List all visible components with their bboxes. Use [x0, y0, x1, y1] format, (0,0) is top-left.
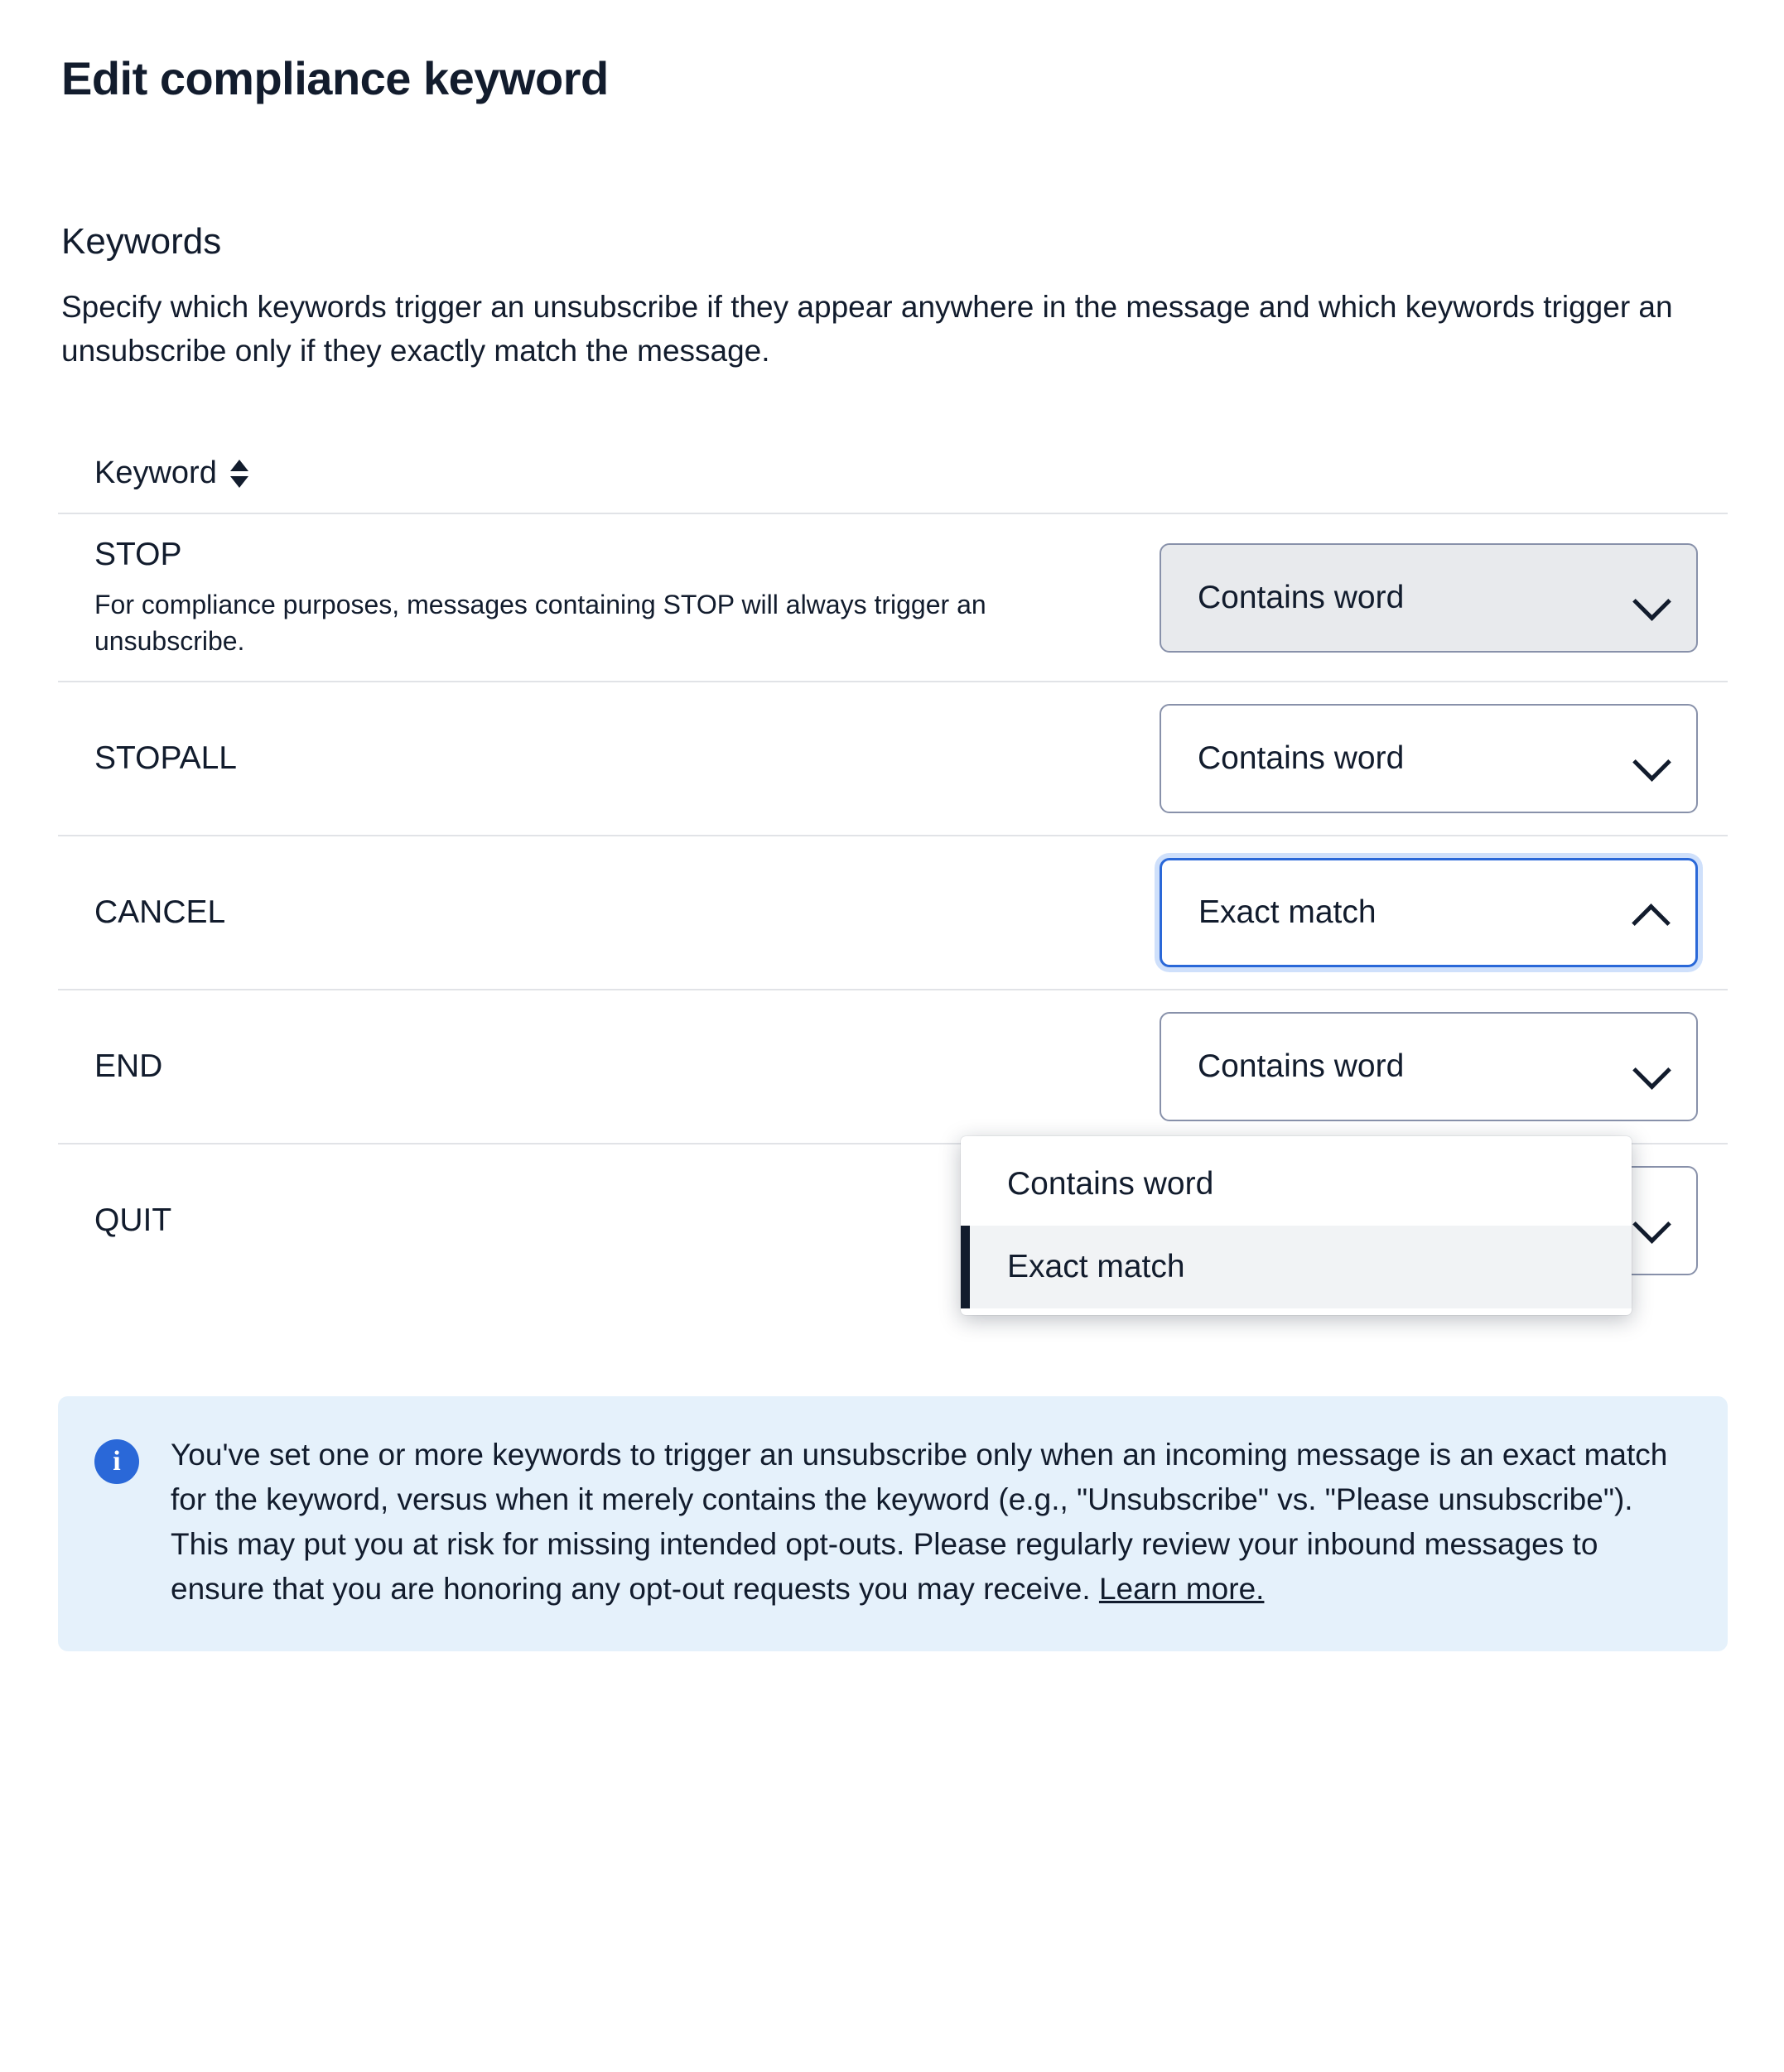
keyword-cell [94, 894, 225, 932]
match-type-select-end[interactable] [1160, 1012, 1698, 1121]
match-type-select-stopall[interactable] [1160, 704, 1698, 813]
keywords-section-description: Specify which keywords trigger an unsubscribe if they appear anywhere in the message and which keywords trigger an unsubscribe only if they exactly match the message. [61, 290, 1673, 368]
keyword-cell [94, 1048, 162, 1087]
page-title: Edit compliance keyword [61, 52, 609, 104]
keyword-cell [94, 1202, 171, 1241]
match-type-value: Contains word [1198, 579, 1405, 615]
learn-more-link[interactable]: Learn more. [1098, 1572, 1265, 1607]
table-row [58, 682, 1728, 836]
keyword-name: QUIT [94, 1202, 172, 1238]
table-row [58, 514, 1728, 682]
table-row [58, 836, 1728, 990]
keyword-name: STOP [94, 537, 182, 573]
table-row [58, 990, 1728, 1144]
chevron-up-icon [1634, 896, 1667, 929]
match-type-select-stop[interactable] [1160, 543, 1698, 653]
info-banner [58, 1396, 1728, 1651]
chevron-down-icon [1635, 1050, 1668, 1083]
chevron-down-icon [1635, 581, 1668, 614]
chevron-down-icon [1635, 742, 1668, 775]
match-type-value: Exact match [1198, 894, 1377, 931]
keyword-name: STOPALL [94, 740, 237, 776]
keyword-cell [94, 536, 1022, 659]
column-header-keyword: Keyword [94, 455, 217, 491]
info-banner-text [171, 1433, 1683, 1612]
dropdown-option-contains-word[interactable]: Contains word [961, 1143, 1632, 1226]
keyword-name: CANCEL [94, 894, 226, 930]
keyword-cell [94, 740, 237, 778]
dropdown-option-exact-match[interactable]: Exact match [961, 1226, 1632, 1308]
match-type-select-cancel[interactable] [1160, 858, 1698, 967]
keyword-name: END [94, 1048, 163, 1084]
sort-ascending-descending-icon[interactable] [230, 456, 248, 491]
match-type-dropdown-menu[interactable] [961, 1136, 1632, 1315]
keyword-note: For compliance purposes, messages containing STOP will always trigger an unsubscribe. [94, 589, 986, 657]
info-icon: i [94, 1439, 139, 1484]
match-type-value: Contains word [1198, 1048, 1405, 1085]
chevron-down-icon [1635, 1204, 1668, 1237]
table-header-row [58, 455, 1728, 514]
keywords-section-heading: Keywords [61, 221, 222, 262]
info-banner-message: You've set one or more keywords to trigger an unsubscribe only when an incoming message is an exact match for the keyword, versus when it merely contains the keyword (e.g., "Unsubscribe" vs. "Please unsubscribe"). This may put you at risk for missing intended opt-outs. Please regularly review your inbound messages to ensure that you are honoring any opt-out requests you may receive. [171, 1438, 1668, 1607]
match-type-value: Contains word [1198, 740, 1405, 777]
